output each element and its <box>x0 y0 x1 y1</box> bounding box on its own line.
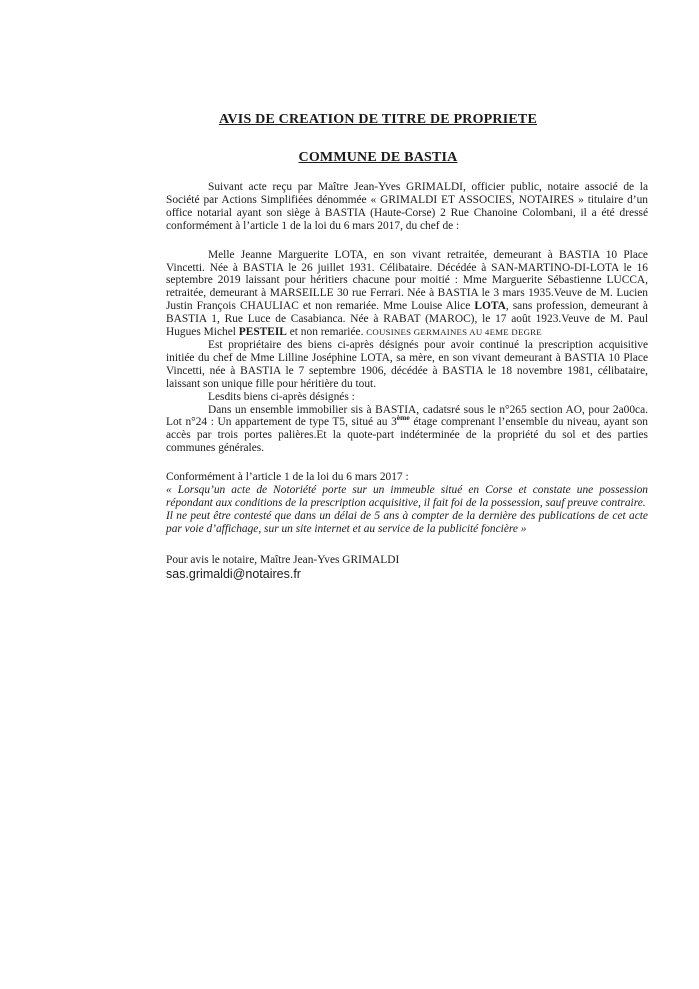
heirs-text-3: et non remariée. <box>286 326 367 339</box>
heirs-text-1: Melle Jeanne Marguerite LOTA, en son vivant retraitée, demeurant à BASTIA 10 Place Vincetti. Née à BASTIA le 26 juillet 1931. Célibataire. Décédée à SAN-MARTINO-DI-LOTA le 16 septembre 2019 laissant pour héritiers chacune pour moitié : Mme Marguerite Sébastienne LUCCA, retraitée, demeurant à MARSEILLE 30 rue Ferrari. Née à BASTIA le 3 mars 1935.Veuve de M. Lucien Justin François CHAULIAC et non remariée. Mme Louise Alice <box>166 248 648 313</box>
heirs-paragraph <box>166 249 648 339</box>
heirs-text-2: , sans profession, demeurant à BASTIA 1, Rue Luce de Casabianca. Née à RABAT (MAROC), le 17 août 1923.Veuve de M. Paul Hugues Michel <box>166 300 648 339</box>
document-header <box>137 111 619 166</box>
property-text-1: Dans un ensemble immobilier sis à BASTIA, cadatsré sous le n°265 section AO, pour 2a00ca. Lot n°24 : Un appartement de type T5, situé au 3 <box>166 403 648 429</box>
ownership-paragraph: Est propriétaire des biens ci-après désignés pour avoir continué la prescription acquisitive initiée du chef de Mme Lilline Joséphine LOTA, sa mère, en son vivant demeurant à BASTIA 10 Place Vincetti, née à BASTIA le 7 septembre 1906, décédée à BASTIA le 18 novembre 1981, célibataire, laissant son unique fille pour héritière du tout. <box>166 338 648 390</box>
smallcaps-cousines: COUSINES GERMAINES AU 4EME DEGRE <box>366 327 542 338</box>
intro-paragraph: Suivant acte reçu par Maître Jean-Yves GRIMALDI, officier public, notaire associé de la Société par Actions Simplifiées dénommée « GRIMALDI ET ASSOCIES, NOTAIRES » titulaire d’un office notarial ayant son siège à BASTIA (Haute-Corse) 2 Rue Chanoine Colombani, il a été dressé conformément à l’article 1 de la loi du 6 mars 2017, du chef de : <box>166 181 648 232</box>
property-text-2: étage comprenant l’ensemble du niveau, ayant son accès par trois portes palières.Et la quote-part indéterminée de la propriété du sol et des parties communes générales. <box>166 416 648 455</box>
bold-name-pesteil: PESTEIL <box>238 326 287 339</box>
quote-paragraph-2: Il ne peut être contesté que dans un délai de 5 ans à compter de la dernière des publications de cet acte par voie d’affichage, sur un site internet et au service de la publicité foncière » <box>166 509 648 535</box>
bold-name-lota: LOTA <box>474 300 506 313</box>
law-reference-line: Conformément à l’article 1 de la loi du 6 mars 2017 : <box>166 471 409 484</box>
notice-title: AVIS DE CREATION DE TITRE DE PROPRIETE <box>218 112 537 127</box>
signature-line: Pour avis le notaire, Maître Jean-Yves GRIMALDI <box>166 553 400 566</box>
notary-email: sas.grimaldi@notaires.fr <box>166 566 301 581</box>
quote-paragraph-1: « Lorsqu’un acte de Notoriété porte sur un immeuble situé en Corse et constate une possession répondant aux conditions de la prescription acquisitive, il fait foi de la possession, sauf preuve contraire. <box>166 484 648 509</box>
commune-title: COMMUNE DE BASTIA <box>298 150 458 165</box>
lesdits-line: Lesdits biens ci-après désignés : <box>208 390 355 403</box>
superscript-eme: ème <box>396 413 410 423</box>
property-paragraph <box>166 404 648 456</box>
